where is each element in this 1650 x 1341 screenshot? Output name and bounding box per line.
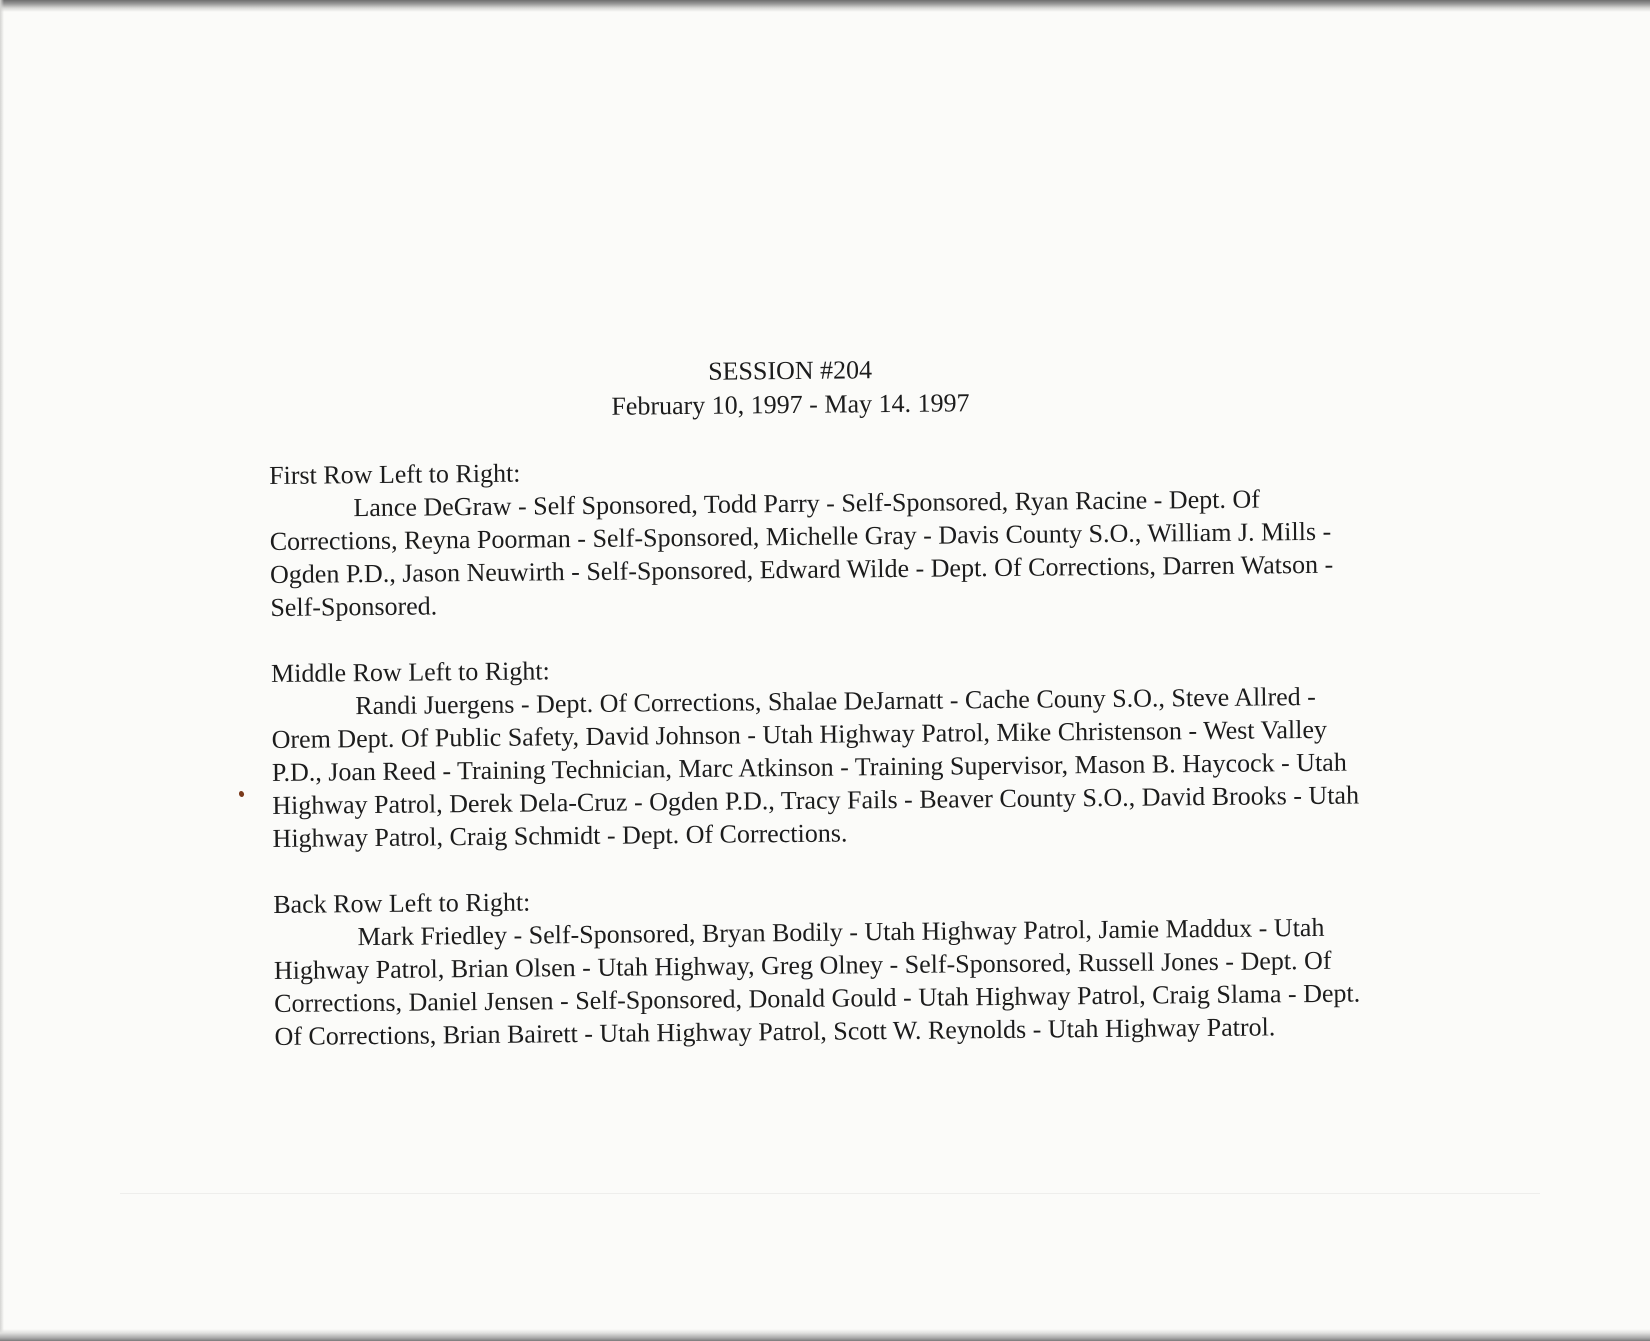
- document-header: [0, 349, 1359, 430]
- first-row-heading: First Row Left to Right:: [268, 458, 521, 490]
- first-row-names: Lance DeGraw - Self Sponsored, Todd Parry - Self-Sponsored, Ryan Racine - Dept. Of Corrections, Reyna Poorman - Self-Sponsored, Michelle Gray - Davis County S.O., William J. Mills - Ogden P.D., Jason Neuwirth - Self-Sponsored, Edward Wilde - Dept. Of Corrections, Darren Watson - Self-Sponsored.: [269, 484, 1334, 622]
- back-row-section: [273, 878, 1365, 1053]
- back-row-heading: Back Row Left to Right:: [273, 887, 531, 919]
- document-page: [268, 349, 1365, 1053]
- middle-row-names: Randi Juergens - Dept. Of Corrections, Shalae DeJarnatt - Cache Couny S.O., Steve Allred - Orem Dept. Of Public Safety, David Johnson - Utah Highway Patrol, Mike Christenson - West Valley P.D., Joan Reed - Training Technician, Marc Atkinson - Training Supervisor, Mason B. Haycock - Utah Highway Patrol, Derek Dela-Cruz - Ogden P.D., Tracy Fails - Beaver County S.O., David Brooks - Utah Highway Patrol, Craig Schmidt - Dept. Of Corrections.: [271, 681, 1360, 853]
- back-row-names: Mark Friedley - Self-Sponsored, Bryan Bodily - Utah Highway Patrol, Jamie Maddux - Utah Highway Patrol, Brian Olsen - Utah Highway, Greg Olney - Self-Sponsored, Russell Jones - Dept. Of Corrections, Daniel Jensen - Self-Sponsored, Donald Gould - Utah Highway Patrol, Craig Slama - Dept. Of Corrections, Brian Bairett - Utah Highway Patrol, Scott W. Reynolds - Utah Highway Patrol.: [273, 912, 1361, 1051]
- scan-top-edge: [0, 0, 1650, 12]
- session-dates: February 10, 1997 - May 14. 1997: [611, 388, 970, 421]
- middle-row-heading: Middle Row Left to Right:: [270, 656, 550, 688]
- session-title: SESSION #204: [707, 355, 873, 386]
- ink-speck: [238, 790, 245, 797]
- faint-scan-line: [120, 1193, 1540, 1194]
- scan-bottom-edge: [0, 1329, 1650, 1341]
- middle-row-section: [271, 647, 1363, 855]
- scan-left-edge: [0, 0, 4, 1341]
- first-row-section: [269, 449, 1361, 624]
